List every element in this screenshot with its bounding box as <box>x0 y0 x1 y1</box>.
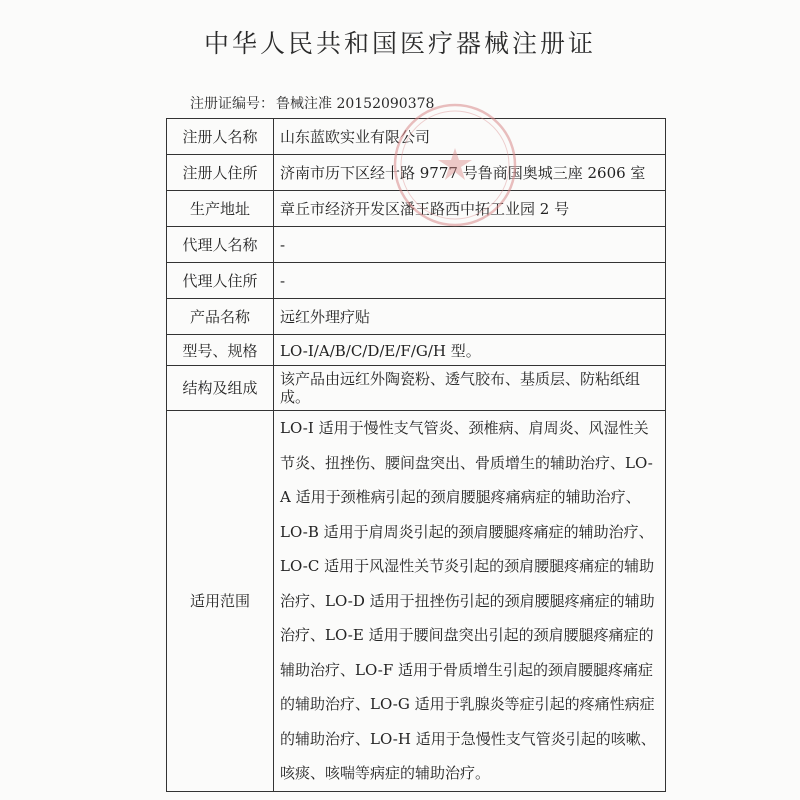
field-label: 产品名称 <box>167 299 274 335</box>
field-value: 章丘市经济开发区潘王路西中拓工业园 2 号 <box>274 191 666 227</box>
field-value-scope: LO-I 适用于慢性支气管炎、颈椎病、肩周炎、风湿性关节炎、扭挫伤、腰间盘突出、骨质增生的辅助治疗、LO-A 适用于颈椎病引起的颈肩腰腿疼痛病症的辅助治疗、LO-B 适用于肩周炎引起的颈肩腰腿疼痛症的辅助治疗、LO-C 适用于风湿性关节炎引起的颈肩腰腿疼痛症的辅助治疗、LO-D 适用于扭挫伤引起的颈肩腰腿疼痛症的辅助治疗、LO-E 适用于腰间盘突出引起的颈肩腰腿疼痛症的辅助治疗、LO-F 适用于骨质增生引起的颈肩腰腿疼痛症的辅助治疗、LO-G 适用于乳腺炎等症引起的疼痛性病症的辅助治疗、LO-H 适用于急慢性支气管炎引起的咳嗽、咳痰、咳喘等病症的辅助治疗。 <box>274 411 666 792</box>
field-value: 该产品由远红外陶瓷粉、透气胶布、基质层、防粘纸组成。 <box>274 366 666 411</box>
table-row <box>167 227 666 263</box>
field-value: 济南市历下区经十路 9777 号鲁商国奥城三座 2606 室 <box>274 155 666 191</box>
table-row <box>167 411 666 792</box>
table-row <box>167 299 666 335</box>
field-value: 山东蓝欧实业有限公司 <box>274 119 666 155</box>
table-row <box>167 191 666 227</box>
field-label: 注册人名称 <box>167 119 274 155</box>
field-value: LO-I/A/B/C/D/E/F/G/H 型。 <box>274 335 666 366</box>
field-label: 代理人住所 <box>167 263 274 299</box>
field-label: 注册人住所 <box>167 155 274 191</box>
field-label: 结构及组成 <box>167 366 274 411</box>
field-value: - <box>274 227 666 263</box>
field-label: 代理人名称 <box>167 227 274 263</box>
field-label: 适用范围 <box>167 411 274 792</box>
table-row <box>167 366 666 411</box>
table-row <box>167 263 666 299</box>
table-row <box>167 155 666 191</box>
document-title: 中华人民共和国医疗器械注册证 <box>203 29 596 58</box>
field-label: 生产地址 <box>167 191 274 227</box>
registration-number-label: 注册证编号： <box>190 96 274 112</box>
field-value: 远红外理疗贴 <box>274 299 666 335</box>
table-row <box>167 335 666 366</box>
field-value: - <box>274 263 666 299</box>
registration-number: 鲁械注准 20152090378 <box>276 96 435 112</box>
certificate-table <box>166 118 666 792</box>
field-label: 型号、规格 <box>167 335 274 366</box>
registration-number-line <box>190 93 436 113</box>
table-row <box>167 119 666 155</box>
